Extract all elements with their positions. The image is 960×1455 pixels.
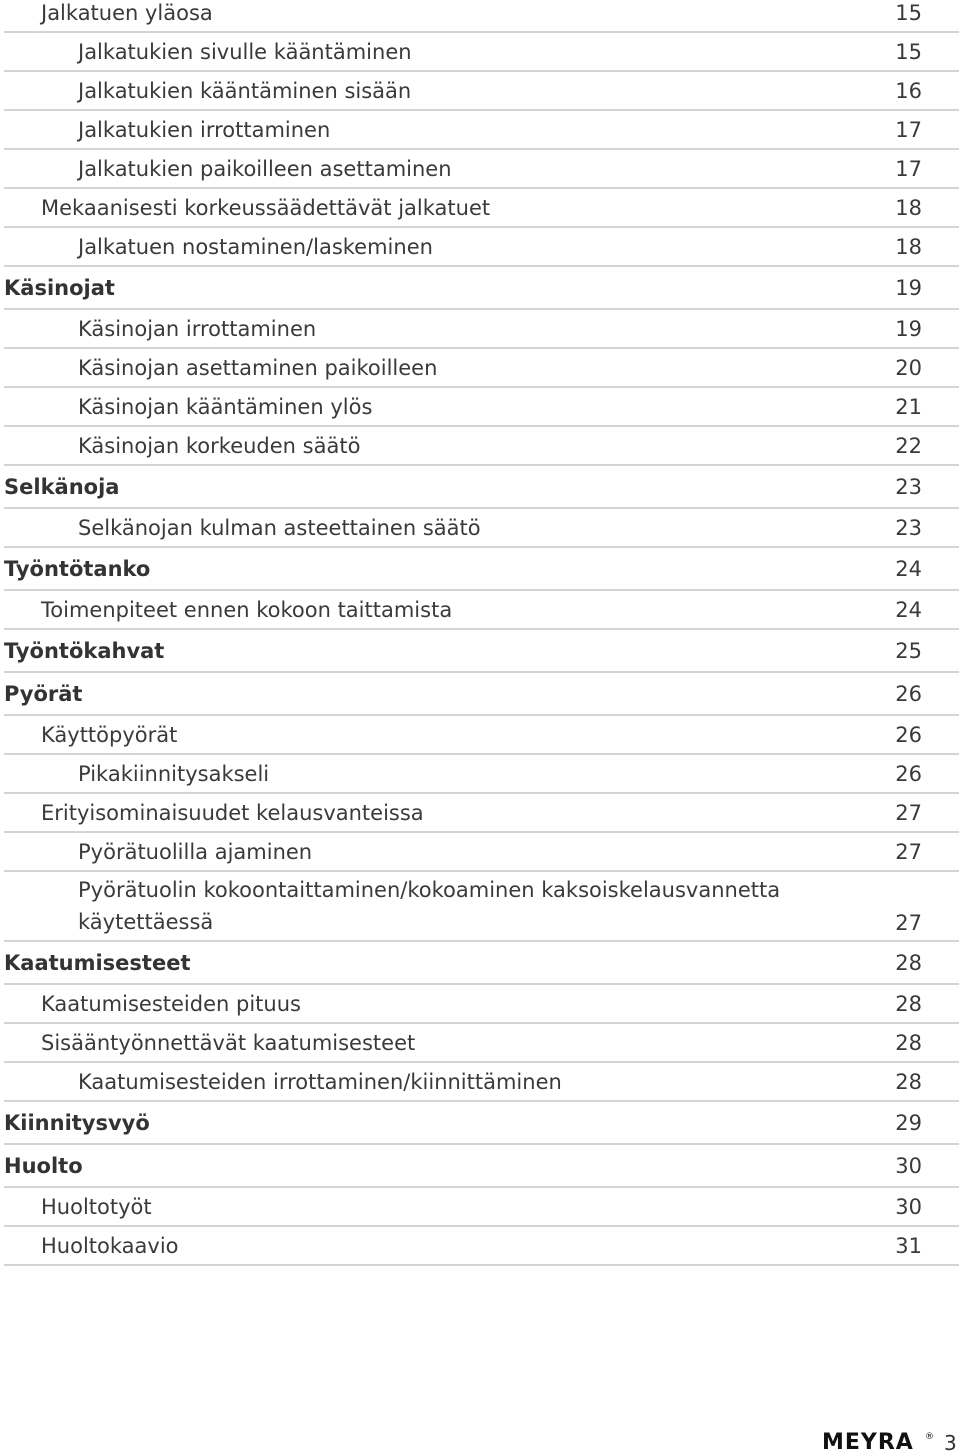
toc-entry[interactable] bbox=[4, 111, 959, 150]
toc-entry-title: Jalkatukien paikoilleen asettaminen bbox=[78, 157, 452, 181]
toc-entry-title: Pyörät bbox=[4, 682, 83, 706]
toc-entry-title: Selkänoja bbox=[4, 475, 120, 499]
toc-entry[interactable] bbox=[4, 427, 959, 466]
toc-entry[interactable] bbox=[4, 0, 959, 33]
toc-entry-title: Jalkatukien sivulle kääntäminen bbox=[78, 40, 412, 64]
toc-entry-title: Mekaanisesti korkeussäädettävät jalkatuet bbox=[41, 196, 491, 220]
toc-entry-title: Pyörätuolin kokoontaittaminen/kokoaminen kaksoiskelausvannetta käytettäessä bbox=[78, 878, 781, 934]
toc-entry-title: Työntötanko bbox=[4, 557, 151, 581]
toc-entry[interactable] bbox=[4, 673, 959, 716]
toc-entry-page: 15 bbox=[895, 1, 922, 25]
toc-entry[interactable] bbox=[4, 833, 959, 872]
toc-entry[interactable] bbox=[4, 228, 959, 267]
toc-entry[interactable] bbox=[4, 591, 959, 630]
toc-entry-page: 23 bbox=[895, 475, 922, 499]
toc-entry-page: 21 bbox=[895, 395, 922, 419]
toc-entry[interactable] bbox=[4, 388, 959, 427]
toc-entry[interactable] bbox=[4, 630, 959, 673]
toc-entry[interactable] bbox=[4, 1102, 959, 1145]
toc-entry-title: Toimenpiteet ennen kokoon taittamista bbox=[41, 598, 453, 622]
toc-entry-page: 20 bbox=[895, 356, 922, 380]
toc-entry-page: 27 bbox=[895, 911, 922, 935]
toc-entry-page: 19 bbox=[895, 276, 922, 300]
toc-entry[interactable] bbox=[4, 1145, 959, 1188]
toc-entry-page: 18 bbox=[895, 196, 922, 220]
toc-entry-page: 24 bbox=[895, 557, 922, 581]
toc-entry-page: 22 bbox=[895, 434, 922, 458]
toc-entry-page: 23 bbox=[895, 516, 922, 540]
toc-entry[interactable] bbox=[4, 33, 959, 72]
toc-entry-title: Selkänojan kulman asteettainen säätö bbox=[78, 516, 481, 540]
toc-entry-page: 28 bbox=[895, 951, 922, 975]
toc-entry[interactable] bbox=[4, 1063, 959, 1102]
toc-entry-title: Kiinnitysvyö bbox=[4, 1111, 150, 1135]
toc-entry-page: 30 bbox=[895, 1154, 922, 1178]
toc-entry[interactable] bbox=[4, 466, 959, 509]
toc-entry-page: 17 bbox=[895, 157, 922, 181]
toc-entry-page: 31 bbox=[895, 1234, 922, 1258]
toc-entry-title: Käsinojan kääntäminen ylös bbox=[78, 395, 373, 419]
toc-entry-title: Kaatumisesteiden irrottaminen/kiinnittäminen bbox=[78, 1070, 562, 1094]
toc-entry-title: Erityisominaisuudet kelausvanteissa bbox=[41, 801, 424, 825]
toc-entry-title: Pyörätuolilla ajaminen bbox=[78, 840, 313, 864]
toc-entry-page: 18 bbox=[895, 235, 922, 259]
toc-entry-title: Huoltokaavio bbox=[41, 1234, 179, 1258]
toc-entry[interactable] bbox=[4, 872, 959, 942]
toc-entry[interactable] bbox=[4, 716, 959, 755]
toc-entry[interactable] bbox=[4, 509, 959, 548]
toc-entry[interactable] bbox=[4, 942, 959, 985]
toc-entry[interactable] bbox=[4, 267, 959, 310]
toc-entry-page: 29 bbox=[895, 1111, 922, 1135]
toc-entry-page: 17 bbox=[895, 118, 922, 142]
toc-entry[interactable] bbox=[4, 1188, 959, 1227]
toc-entry-page: 30 bbox=[895, 1195, 922, 1219]
toc-entry-page: 16 bbox=[895, 79, 922, 103]
toc-entry[interactable] bbox=[4, 349, 959, 388]
toc-entry[interactable] bbox=[4, 310, 959, 349]
table-of-contents bbox=[4, 0, 959, 1266]
page-number: 3 bbox=[944, 1431, 957, 1455]
toc-entry-page: 15 bbox=[895, 40, 922, 64]
toc-entry-page: 28 bbox=[895, 992, 922, 1016]
toc-entry-title: Huoltotyöt bbox=[41, 1195, 152, 1219]
toc-entry-page: 27 bbox=[895, 801, 922, 825]
toc-entry[interactable] bbox=[4, 548, 959, 591]
toc-entry[interactable] bbox=[4, 150, 959, 189]
toc-entry-page: 27 bbox=[895, 840, 922, 864]
toc-entry-title: Sisääntyönnettävät kaatumisesteet bbox=[41, 1031, 416, 1055]
toc-entry-title: Käsinojan korkeuden säätö bbox=[78, 434, 361, 458]
toc-entry[interactable] bbox=[4, 72, 959, 111]
toc-entry[interactable] bbox=[4, 755, 959, 794]
toc-entry-page: 28 bbox=[895, 1031, 922, 1055]
toc-entry-title: Jalkatukien kääntäminen sisään bbox=[78, 79, 412, 103]
toc-entry-title: Jalkatuen nostaminen/laskeminen bbox=[78, 235, 433, 259]
toc-entry-title: Kaatumisesteet bbox=[4, 951, 191, 975]
toc-entry-page: 26 bbox=[895, 682, 922, 706]
toc-entry-title: Käsinojan irrottaminen bbox=[78, 317, 317, 341]
toc-entry-page: 24 bbox=[895, 598, 922, 622]
toc-entry-title: Käyttöpyörät bbox=[41, 723, 178, 747]
toc-entry-title: Kaatumisesteiden pituus bbox=[41, 992, 301, 1016]
toc-entry[interactable] bbox=[4, 985, 959, 1024]
toc-entry-title: Pikakiinnitysakseli bbox=[78, 762, 270, 786]
meyra-logo: MEYRA bbox=[822, 1430, 914, 1455]
toc-entry-page: 28 bbox=[895, 1070, 922, 1094]
toc-entry-page: 26 bbox=[895, 723, 922, 747]
toc-entry-title: Työntökahvat bbox=[4, 639, 165, 663]
toc-entry[interactable] bbox=[4, 189, 959, 228]
toc-entry-title: Käsinojan asettaminen paikoilleen bbox=[78, 356, 438, 380]
toc-entry-page: 26 bbox=[895, 762, 922, 786]
toc-entry-title: Huolto bbox=[4, 1154, 83, 1178]
toc-entry-page: 19 bbox=[895, 317, 922, 341]
toc-entry-title: Jalkatuen yläosa bbox=[41, 1, 213, 25]
toc-entry[interactable] bbox=[4, 1024, 959, 1063]
toc-entry-page: 25 bbox=[895, 639, 922, 663]
toc-entry[interactable] bbox=[4, 1227, 959, 1266]
toc-entry[interactable] bbox=[4, 794, 959, 833]
toc-entry-title: Käsinojat bbox=[4, 276, 115, 300]
registered-mark: ® bbox=[925, 1432, 934, 1442]
toc-entry-title: Jalkatukien irrottaminen bbox=[78, 118, 331, 142]
